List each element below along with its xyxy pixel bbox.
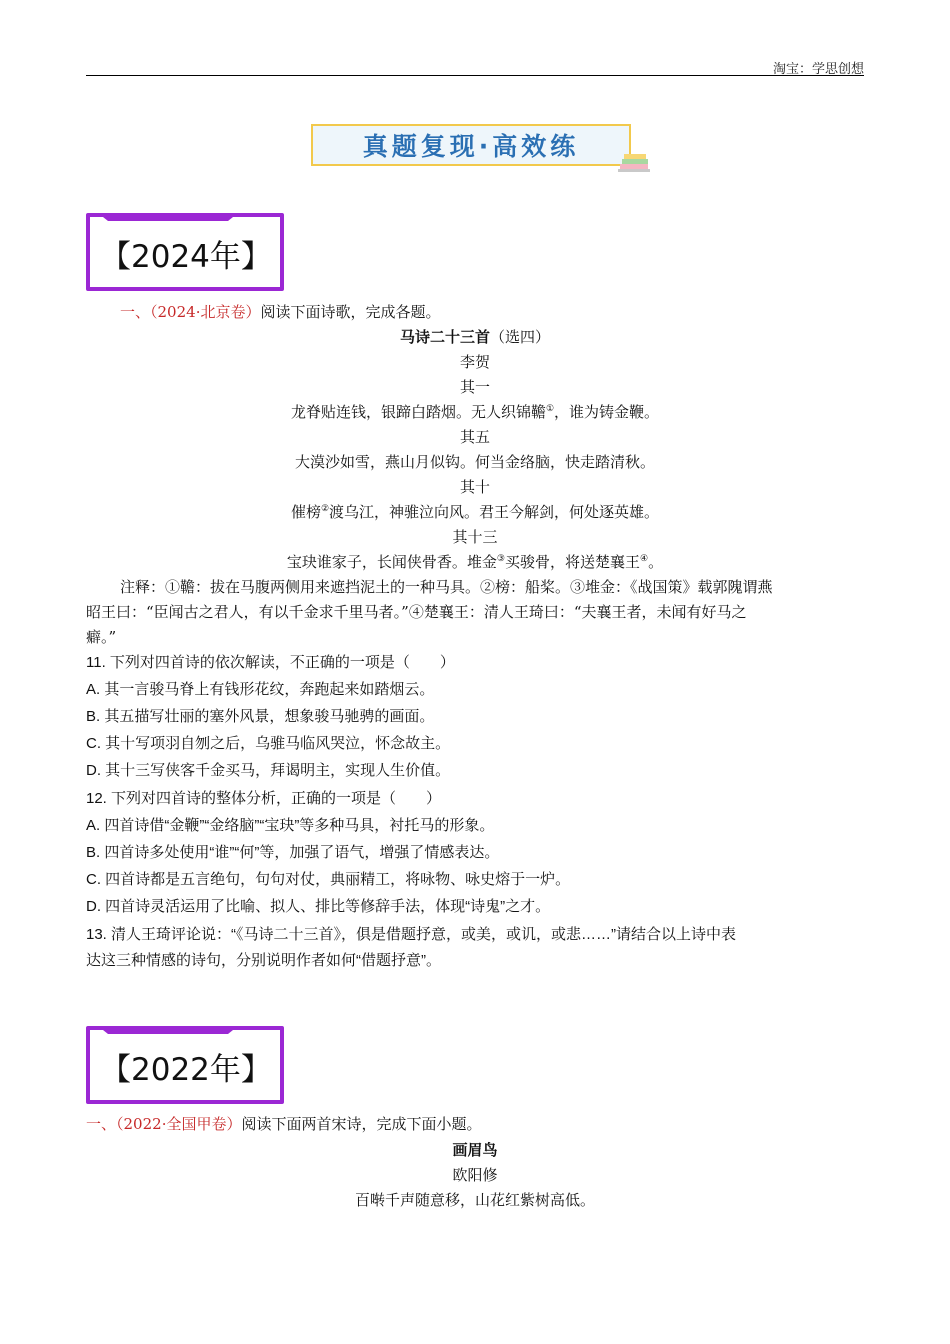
stanza-13-part-c: 。 — [648, 553, 664, 571]
stanza-1-title: 其一 — [459, 378, 490, 396]
year-tab-decoration — [98, 1026, 238, 1034]
poem-title: 马诗二十三首 — [399, 328, 490, 346]
poem-author-2022: 欧阳修 — [452, 1166, 498, 1184]
notes-line-2: 昭王曰：“臣闻古之君人，有以千金求千里马者。”④楚襄王：清人王琦曰：“夫襄王者，未闻有好马之 — [86, 603, 747, 621]
poem-title-line — [86, 326, 864, 347]
question-instruction: 阅读下面两首宋诗，完成下面小题。 — [241, 1115, 482, 1133]
year-label: 【2024年】 — [100, 239, 272, 275]
stanza-5-title: 其五 — [459, 428, 490, 446]
question-13-line-1: 13. 清人王琦评论说：“《马诗二十三首》，俱是借题抒意，或美，或讥，或悲……”请结合以上诗中表 — [86, 926, 737, 943]
question-number: 一、 — [86, 1115, 117, 1133]
stanza-10-part-a: 催榜 — [290, 503, 321, 521]
stanza-5-text: 大漠沙如雪，燕山月似钩。何当金络脑，快走踏清秋。 — [294, 453, 655, 471]
banner-title: 真题复现·高效练 — [362, 132, 580, 161]
books-icon — [618, 150, 652, 174]
q11-option-a: A. 其一言骏马脊上有钱形花纹，奔跑起来如踏烟云。 — [86, 681, 435, 698]
stanza-10-title: 其十 — [459, 478, 490, 496]
notes-line-1: 注释：①韂：拔在马腹两侧用来遮挡泥土的一种马具。②榜：船桨。③堆金：《战国策》载郭隗谓燕 — [120, 578, 773, 596]
notes-line-3: 癖。” — [86, 628, 117, 646]
question-source: （2022·全国甲卷） — [116, 1115, 242, 1133]
q11-option-b: B. 其五描写壮丽的塞外风景，想象骏马驰骋的画面。 — [86, 708, 435, 725]
year-tab-decoration — [98, 213, 238, 221]
footnote-marker-1: ① — [545, 404, 555, 414]
q12-option-b: B. 四首诗多处使用“谁”“何”等，加强了语气，增强了情感表达。 — [86, 844, 500, 861]
question-header-2022 — [86, 1113, 481, 1134]
footnote-marker-4: ④ — [640, 554, 649, 564]
year-label: 【2022年】 — [100, 1052, 272, 1088]
question-source: （2024·北京卷） — [150, 303, 261, 321]
footnote-marker-2: ② — [320, 504, 330, 514]
stanza-10-text — [86, 501, 864, 522]
stanza-1-part-b: ，谁为铸金鞭。 — [554, 403, 660, 421]
q11-option-c: C. 其十写项羽自刎之后，乌骓马临风哭泣，怀念故主。 — [86, 735, 451, 752]
year-heading-2024 — [86, 213, 284, 291]
stanza-13-part-b: 买骏骨，将送楚襄王 — [504, 553, 640, 571]
stanza-13-text — [86, 551, 864, 572]
question-instruction: 阅读下面诗歌，完成各题。 — [260, 303, 441, 321]
question-12: 12. 下列对四首诗的整体分析，正确的一项是（ ） — [86, 790, 442, 807]
year-heading-2022 — [86, 1026, 284, 1104]
poem-line-1-2022: 百啭千声随意移，山花红紫树高低。 — [354, 1191, 595, 1209]
poem-author: 李贺 — [459, 353, 490, 371]
header-source: 淘宝：学思创想 — [772, 61, 864, 76]
q12-option-a: A. 四首诗借“金鞭”“金络脑”“宝玦”等多种马具，衬托马的形象。 — [86, 817, 495, 834]
stanza-1-part-a: 龙脊贴连钱，银蹄白踏烟。无人织锦韂 — [290, 403, 546, 421]
footnote-marker-3: ③ — [496, 554, 505, 564]
q11-option-d: D. 其十三写侠客千金买马，拜谒明主，实现人生价值。 — [86, 762, 451, 779]
question-11: 11. 下列对四首诗的依次解读，不正确的一项是（ ） — [86, 654, 455, 671]
stanza-13-part-a: 宝玦谁家子，长闻侠骨香。堆金 — [286, 553, 497, 571]
stanza-10-part-b: 渡乌江，神骓泣向风。君王今解剑，何处逐英雄。 — [329, 503, 660, 521]
stanza-1-text — [86, 401, 864, 422]
question-header-2024 — [120, 301, 440, 322]
poem-title-2022: 画眉鸟 — [452, 1141, 498, 1159]
q12-option-c: C. 四首诗都是五言绝句，句句对仗，典丽精工，将咏物、咏史熔于一炉。 — [86, 871, 571, 888]
header-rule — [86, 75, 864, 76]
poem-note: （选四） — [490, 328, 551, 346]
question-13-line-2: 达这三种情感的诗句，分别说明作者如何“借题抒意”。 — [86, 952, 441, 969]
section-banner — [311, 124, 631, 166]
stanza-13-title: 其十三 — [452, 528, 498, 546]
q12-option-d: D. 四首诗灵活运用了比喻、拟人、排比等修辞手法，体现“诗鬼”之才。 — [86, 898, 551, 915]
question-number: 一、 — [120, 303, 151, 321]
